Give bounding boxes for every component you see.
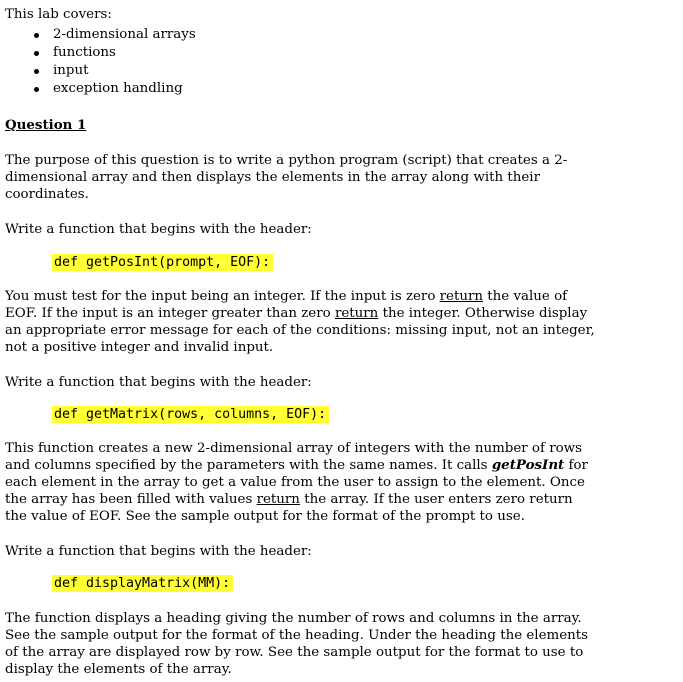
text-span: You must test for the input being an integer. If the input is zero xyxy=(5,289,440,304)
topic-list xyxy=(5,26,196,98)
code-getmatrix: def getMatrix(rows, columns, EOF): xyxy=(52,406,329,423)
displaymatrix-description: The function displays a heading giving the number of rows and columns in the array. See the sample output for the format of the heading. Under the heading the elements of the array are displayed row by row. See the sample output for the format to use to display the elements of the array. xyxy=(5,611,589,677)
list-item: exception handling xyxy=(5,80,196,98)
text-span: the array. If the user enters zero return the value of EOF. See the sample output for the format of the prompt to use. xyxy=(5,492,573,524)
text-span: for each element in the array to get a value from the user to assign to the element. Once the array has been filled with values xyxy=(5,458,588,507)
header-prompt-3: Write a function that begins with the header: xyxy=(5,544,312,559)
getposint-description xyxy=(5,288,595,356)
code-getposint: def getPosInt(prompt, EOF): xyxy=(52,254,273,271)
return-keyword: return xyxy=(334,306,379,321)
list-item: 2-dimensional arrays xyxy=(5,26,196,44)
header-prompt-1: Write a function that begins with the header: xyxy=(5,222,312,237)
text-span: the value of EOF. If the input is an integer greater than zero xyxy=(5,289,568,321)
text-span: the integer. Otherwise display an appropriate error message for each of the conditions: missing input, not an integer, not a positive integer and invalid input. xyxy=(5,306,595,355)
list-item: functions xyxy=(5,44,196,62)
return-keyword: return xyxy=(439,289,484,304)
getmatrix-description xyxy=(5,440,595,525)
text-span: This function creates a new 2-dimensional array of integers with the number of rows and columns specified by the parameters with the same names. It calls xyxy=(5,441,583,473)
code-displaymatrix: def displayMatrix(MM): xyxy=(52,575,233,592)
question-heading: Question 1 xyxy=(5,117,87,133)
purpose-paragraph: The purpose of this question is to write a python program (script) that creates a 2-dimensional array and then displays the elements in the array along with their coordinates. xyxy=(5,153,568,202)
intro-text: This lab covers: xyxy=(5,7,112,22)
return-keyword: return xyxy=(256,492,300,507)
function-name: getPosInt xyxy=(491,457,565,473)
header-prompt-2: Write a function that begins with the header: xyxy=(5,375,312,390)
list-item: input xyxy=(5,62,196,80)
